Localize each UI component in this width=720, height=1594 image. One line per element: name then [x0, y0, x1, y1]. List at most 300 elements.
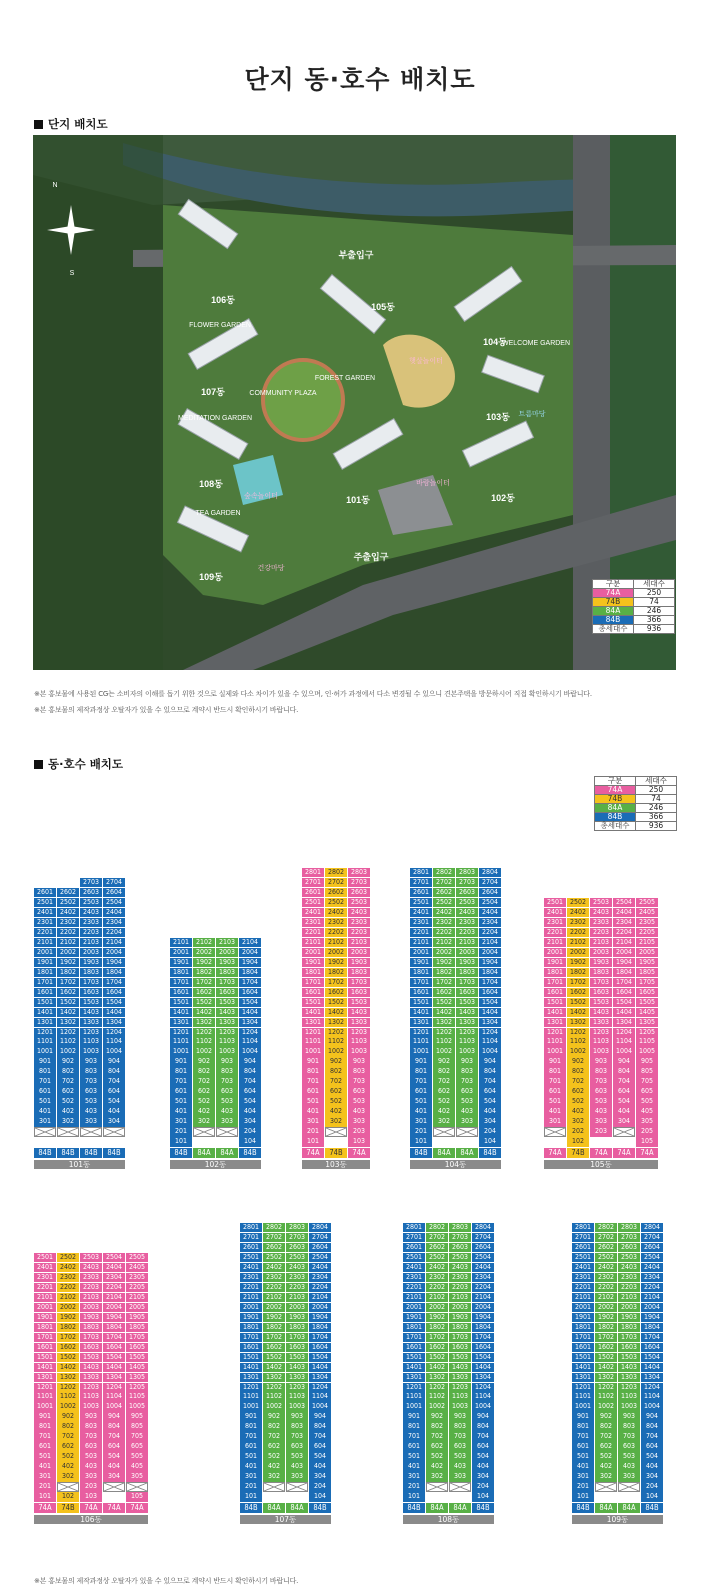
unit-cell: 1604	[309, 1343, 331, 1352]
blank-unit-cell	[618, 1492, 640, 1501]
blank-unit-cell	[57, 878, 79, 887]
unit-cell: 1901	[403, 1313, 425, 1322]
unit-cell: 502	[263, 1452, 285, 1461]
unit-cell: 702	[263, 1432, 285, 1441]
unit-cell: 2204	[103, 928, 125, 937]
unit-type-cell: 74B	[325, 1148, 347, 1158]
unit-cell: 1701	[240, 1333, 262, 1342]
unit-cell: 2601	[410, 888, 432, 897]
unit-cell: 2601	[302, 888, 324, 897]
unit-cell: 2403	[286, 1263, 308, 1272]
unit-cell: 204	[472, 1482, 494, 1491]
unit-type-cell: 84B	[403, 1503, 425, 1513]
unit-cell: 902	[263, 1412, 285, 1421]
unit-cell: 2302	[325, 918, 347, 927]
map-unit-legend	[592, 579, 675, 634]
unit-cell: 805	[636, 1067, 658, 1076]
unit-cell: 501	[410, 1097, 432, 1106]
unit-cell: 2001	[410, 948, 432, 957]
unit-cell: 1704	[479, 978, 501, 987]
unit-cell: 302	[57, 1472, 79, 1481]
unit-cell: 704	[103, 1432, 125, 1441]
unit-cell: 605	[126, 1442, 148, 1451]
unit-cell: 703	[449, 1432, 471, 1441]
unit-cell: 1104	[613, 1037, 635, 1046]
unit-cell: 2505	[126, 1253, 148, 1262]
label-b106: 106동	[211, 295, 235, 305]
unit-cell: 1201	[170, 1028, 192, 1037]
unit-cell: 702	[57, 1077, 79, 1086]
unit-cell: 2101	[544, 938, 566, 947]
unit-cell: 2003	[216, 948, 238, 957]
unit-cell: 304	[239, 1117, 261, 1126]
unit-cell: 2001	[403, 1303, 425, 1312]
unit-cell: 1904	[103, 1313, 125, 1322]
unit-cell: 2104	[613, 938, 635, 947]
unit-cell: 2501	[34, 1253, 56, 1262]
unit-cell: 2004	[472, 1303, 494, 1312]
unit-cell: 2401	[572, 1263, 594, 1272]
unit-cell: 1103	[286, 1392, 308, 1401]
label-tea-garden: TEA GARDEN	[195, 510, 241, 517]
unit-cell: 201	[34, 1482, 56, 1491]
unit-cell: 1601	[240, 1343, 262, 1352]
blank-unit-cell	[80, 1127, 102, 1136]
unit-cell: 1305	[126, 1373, 148, 1382]
blank-unit-cell	[544, 1137, 566, 1146]
unit-cell: 701	[410, 1077, 432, 1086]
unit-cell: 1202	[595, 1383, 617, 1392]
unit-cell: 301	[170, 1117, 192, 1126]
label-forest-garden: FOREST GARDEN	[314, 375, 376, 382]
unit-cell: 2103	[456, 938, 478, 947]
blank-unit-cell	[286, 1482, 308, 1491]
unit-cell: 2405	[636, 908, 658, 917]
unit-cell: 904	[103, 1412, 125, 1421]
unit-cell: 1705	[636, 978, 658, 987]
unit-cell: 1704	[472, 1333, 494, 1342]
unit-cell: 603	[456, 1087, 478, 1096]
unit-cell: 1701	[572, 1333, 594, 1342]
unit-cell: 1503	[216, 998, 238, 1007]
unit-cell: 2304	[103, 1273, 125, 1282]
unit-cell: 1803	[449, 1323, 471, 1332]
unit-cell: 601	[240, 1442, 262, 1451]
unit-cell: 703	[456, 1077, 478, 1086]
label-main-entrance: 주출입구	[353, 552, 389, 562]
unit-cell: 2204	[479, 928, 501, 937]
unit-cell: 2601	[572, 1243, 594, 1252]
unit-cell: 1901	[34, 958, 56, 967]
unit-cell: 703	[348, 1077, 370, 1086]
unit-cell: 2002	[426, 1303, 448, 1312]
unit-cell: 402	[426, 1462, 448, 1471]
unit-cell: 1403	[286, 1363, 308, 1372]
unit-cell: 904	[239, 1057, 261, 1066]
unit-cell: 1205	[126, 1383, 148, 1392]
unit-cell: 2202	[57, 1283, 79, 1292]
unit-cell: 1101	[410, 1037, 432, 1046]
unit-cell: 1304	[641, 1373, 663, 1382]
unit-cell: 1601	[544, 988, 566, 997]
unit-cell: 302	[57, 1117, 79, 1126]
unit-cell: 304	[472, 1472, 494, 1481]
unit-cell: 401	[403, 1462, 425, 1471]
unit-cell: 2602	[325, 888, 347, 897]
unit-cell: 1503	[348, 998, 370, 1007]
legend-type-cell: 84B	[595, 813, 636, 822]
unit-cell: 403	[449, 1462, 471, 1471]
unit-cell: 1001	[410, 1047, 432, 1056]
unit-cell: 803	[80, 1422, 102, 1431]
unit-cell: 1304	[479, 1018, 501, 1027]
unit-cell: 1401	[170, 1008, 192, 1017]
unit-cell: 2004	[613, 948, 635, 957]
unit-cell: 602	[325, 1087, 347, 1096]
compass-s-label: S	[69, 270, 75, 277]
unit-type-cell: 74A	[302, 1148, 324, 1158]
unit-cell: 1402	[433, 1008, 455, 1017]
unit-cell: 2401	[240, 1263, 262, 1272]
label-b103: 103동	[486, 412, 510, 422]
unit-cell: 304	[103, 1472, 125, 1481]
unit-cell: 1602	[595, 1343, 617, 1352]
unit-cell: 604	[641, 1442, 663, 1451]
unit-cell: 602	[567, 1087, 589, 1096]
unit-cell: 805	[126, 1422, 148, 1431]
unit-layout-heading-text: 동·호수 배치도	[48, 757, 124, 771]
unit-cell: 602	[57, 1087, 79, 1096]
unit-cell: 301	[410, 1117, 432, 1126]
unit-cell: 1803	[618, 1323, 640, 1332]
unit-cell: 504	[103, 1452, 125, 1461]
unit-cell: 1901	[410, 958, 432, 967]
footer-note: ※본 홍보물의 제작과정상 오탈자가 있을 수 있으므로 계약시 반드시 확인하시기 바랍니다.	[34, 1577, 299, 1585]
unit-cell: 2403	[618, 1263, 640, 1272]
unit-cell: 501	[34, 1452, 56, 1461]
unit-cell: 1602	[57, 988, 79, 997]
unit-cell: 1703	[590, 978, 612, 987]
unit-cell: 201	[403, 1482, 425, 1491]
unit-cell: 803	[286, 1422, 308, 1431]
unit-cell: 1401	[572, 1363, 594, 1372]
unit-cell: 205	[636, 1127, 658, 1136]
unit-cell: 505	[636, 1097, 658, 1106]
label-meditation-garden: MEDITATION GARDEN	[177, 415, 253, 422]
unit-cell: 2704	[103, 878, 125, 887]
unit-cell: 2702	[263, 1233, 285, 1242]
blank-unit-cell	[595, 1482, 617, 1491]
legend-type-cell: 84A	[593, 607, 634, 616]
unit-cell: 2801	[410, 868, 432, 877]
unit-cell: 304	[309, 1472, 331, 1481]
unit-cell: 1004	[309, 1402, 331, 1411]
building-name: 104동	[410, 1160, 501, 1169]
unit-cell: 1502	[193, 998, 215, 1007]
unit-type-cell: 84A	[456, 1148, 478, 1158]
unit-cell: 1004	[472, 1402, 494, 1411]
unit-cell: 2604	[472, 1243, 494, 1252]
unit-cell: 503	[80, 1097, 102, 1106]
unit-cell: 603	[449, 1442, 471, 1451]
label-wind-playground: 바람놀이터	[416, 480, 450, 487]
unit-cell: 2301	[410, 918, 432, 927]
building-grid	[410, 868, 502, 1169]
unit-cell: 1002	[426, 1402, 448, 1411]
unit-cell: 902	[567, 1057, 589, 1066]
unit-cell: 2004	[103, 948, 125, 957]
unit-type-cell: 84A	[433, 1148, 455, 1158]
unit-cell: 1402	[567, 1008, 589, 1017]
unit-cell: 801	[403, 1422, 425, 1431]
unit-cell: 204	[239, 1127, 261, 1136]
unit-cell: 1404	[472, 1363, 494, 1372]
unit-cell: 2102	[426, 1293, 448, 1302]
unit-cell: 1805	[126, 1323, 148, 1332]
unit-cell: 1303	[80, 1373, 102, 1382]
unit-cell: 1001	[34, 1047, 56, 1056]
building-grid	[572, 1223, 664, 1524]
unit-cell: 2403	[80, 908, 102, 917]
unit-cell: 105	[126, 1492, 148, 1501]
unit-type-cell: 84B	[472, 1503, 494, 1513]
unit-cell: 704	[479, 1077, 501, 1086]
unit-cell: 2602	[57, 888, 79, 897]
unit-cell: 1903	[216, 958, 238, 967]
unit-cell: 1302	[57, 1373, 79, 1382]
unit-cell: 101	[170, 1137, 192, 1146]
label-side-entrance: 부출입구	[338, 250, 374, 260]
unit-cell: 1003	[80, 1047, 102, 1056]
unit-cell: 601	[410, 1087, 432, 1096]
building-name: 103동	[302, 1160, 370, 1169]
unit-cell: 602	[595, 1442, 617, 1451]
legend-count-cell: 74	[634, 598, 675, 607]
unit-cell: 2201	[410, 928, 432, 937]
label-flower-garden: FLOWER GARDEN	[189, 322, 251, 329]
unit-cell: 701	[34, 1432, 56, 1441]
unit-cell: 201	[410, 1127, 432, 1136]
unit-cell: 2601	[403, 1243, 425, 1252]
label-sunlight-playground: 햇살놀이터	[409, 358, 443, 365]
unit-cell: 1403	[456, 1008, 478, 1017]
unit-cell: 503	[449, 1452, 471, 1461]
blank-unit-cell	[595, 1492, 617, 1501]
unit-cell: 302	[433, 1117, 455, 1126]
unit-cell: 901	[572, 1412, 594, 1421]
unit-cell: 1504	[309, 1353, 331, 1362]
blank-unit-cell	[286, 1492, 308, 1501]
building-name: 101동	[34, 1160, 125, 1169]
unit-cell: 1604	[479, 988, 501, 997]
unit-cell: 1502	[567, 998, 589, 1007]
unit-cell: 504	[613, 1097, 635, 1106]
unit-cell: 403	[590, 1107, 612, 1116]
unit-cell: 2204	[613, 928, 635, 937]
label-community-plaza: COMMUNITY PLAZA	[249, 390, 317, 397]
unit-cell: 102	[57, 1492, 79, 1501]
unit-cell: 1901	[170, 958, 192, 967]
unit-cell: 1805	[636, 968, 658, 977]
unit-cell: 303	[618, 1472, 640, 1481]
unit-cell: 404	[309, 1462, 331, 1471]
unit-cell: 2003	[456, 948, 478, 957]
unit-cell: 1102	[426, 1392, 448, 1401]
unit-cell: 2103	[216, 938, 238, 947]
label-b108: 108동	[199, 479, 223, 489]
unit-cell: 1301	[34, 1373, 56, 1382]
unit-cell: 2501	[34, 898, 56, 907]
unit-cell: 1505	[126, 1353, 148, 1362]
unit-cell: 1903	[456, 958, 478, 967]
unit-cell: 2504	[103, 1253, 125, 1262]
unit-cell: 2302	[426, 1273, 448, 1282]
unit-cell: 2004	[479, 948, 501, 957]
unit-type-cell: 84B	[103, 1148, 125, 1158]
blank-unit-cell	[544, 1127, 566, 1136]
blank-unit-cell	[613, 1137, 635, 1146]
unit-cell: 2702	[433, 878, 455, 887]
blank-unit-cell	[57, 1482, 79, 1491]
page-title: 단지 동·호수 배치도	[244, 65, 476, 94]
unit-cell: 304	[641, 1472, 663, 1481]
label-b105: 105동	[371, 302, 395, 312]
unit-cell: 1803	[80, 968, 102, 977]
unit-cell: 1204	[103, 1383, 125, 1392]
unit-cell: 1801	[34, 1323, 56, 1332]
unit-cell: 1502	[595, 1353, 617, 1362]
unit-cell: 2603	[456, 888, 478, 897]
unit-cell: 1902	[263, 1313, 285, 1322]
building-name: 102동	[170, 1160, 261, 1169]
unit-cell: 702	[433, 1077, 455, 1086]
unit-cell: 1204	[641, 1383, 663, 1392]
unit-cell: 1201	[240, 1383, 262, 1392]
unit-cell: 1401	[410, 1008, 432, 1017]
unit-cell: 802	[567, 1067, 589, 1076]
unit-cell: 1202	[193, 1028, 215, 1037]
unit-cell: 704	[641, 1432, 663, 1441]
unit-cell: 803	[449, 1422, 471, 1431]
unit-cell: 901	[544, 1057, 566, 1066]
unit-cell: 1503	[590, 998, 612, 1007]
unit-cell: 2802	[433, 868, 455, 877]
unit-cell: 1703	[80, 978, 102, 987]
unit-cell: 1001	[572, 1402, 594, 1411]
unit-cell: 1302	[433, 1018, 455, 1027]
unit-cell: 2004	[309, 1303, 331, 1312]
unit-cell: 2303	[80, 1273, 102, 1282]
unit-cell: 1601	[170, 988, 192, 997]
unit-cell: 503	[590, 1097, 612, 1106]
unit-cell: 1604	[103, 988, 125, 997]
unit-cell: 2502	[263, 1253, 285, 1262]
unit-cell: 1203	[80, 1028, 102, 1037]
unit-cell: 2202	[263, 1283, 285, 1292]
unit-cell: 1603	[456, 988, 478, 997]
unit-cell: 1101	[403, 1392, 425, 1401]
unit-cell: 1403	[348, 1008, 370, 1017]
unit-cell: 601	[34, 1442, 56, 1451]
unit-cell: 1101	[544, 1037, 566, 1046]
unit-cell: 2305	[636, 918, 658, 927]
unit-cell: 603	[348, 1087, 370, 1096]
unit-cell: 802	[426, 1422, 448, 1431]
unit-cell: 2001	[572, 1303, 594, 1312]
unit-cell: 1402	[325, 1008, 347, 1017]
unit-cell: 1303	[216, 1018, 238, 1027]
unit-cell: 101	[403, 1492, 425, 1501]
unit-cell: 2104	[239, 938, 261, 947]
unit-cell: 1801	[544, 968, 566, 977]
unit-cell: 402	[433, 1107, 455, 1116]
label-welcome-garden: WELCOME GARDEN	[501, 340, 571, 347]
unit-cell: 303	[80, 1117, 102, 1126]
unit-cell: 1601	[302, 988, 324, 997]
site-plan-map	[33, 135, 676, 670]
unit-cell: 904	[472, 1412, 494, 1421]
unit-cell: 2702	[426, 1233, 448, 1242]
unit-cell: 1002	[193, 1047, 215, 1056]
unit-cell: 402	[193, 1107, 215, 1116]
unit-cell: 2502	[57, 1253, 79, 1262]
unit-cell: 2704	[641, 1233, 663, 1242]
unit-cell: 1801	[302, 968, 324, 977]
unit-cell: 2304	[613, 918, 635, 927]
unit-cell: 2202	[433, 928, 455, 937]
unit-cell: 2603	[286, 1243, 308, 1252]
unit-cell: 803	[590, 1067, 612, 1076]
unit-cell: 2202	[595, 1283, 617, 1292]
building-name: 105동	[544, 1160, 658, 1169]
unit-cell: 303	[80, 1472, 102, 1481]
unit-cell: 1101	[34, 1037, 56, 1046]
unit-cell: 1403	[618, 1363, 640, 1372]
unit-cell: 1303	[590, 1018, 612, 1027]
unit-cell: 2002	[433, 948, 455, 957]
unit-cell: 1301	[410, 1018, 432, 1027]
unit-cell: 2203	[456, 928, 478, 937]
unit-cell: 2701	[302, 878, 324, 887]
unit-cell: 1301	[572, 1373, 594, 1382]
unit-cell: 201	[302, 1127, 324, 1136]
unit-cell: 2604	[103, 888, 125, 897]
unit-cell: 801	[240, 1422, 262, 1431]
unit-cell: 1103	[80, 1392, 102, 1401]
unit-cell: 604	[103, 1442, 125, 1451]
unit-cell: 603	[216, 1087, 238, 1096]
unit-cell: 1801	[403, 1323, 425, 1332]
unit-cell: 1101	[302, 1037, 324, 1046]
legend-type-cell: 84B	[593, 616, 634, 625]
unit-cell: 1704	[103, 1333, 125, 1342]
unit-cell: 2002	[57, 1303, 79, 1312]
unit-cell: 1103	[216, 1037, 238, 1046]
unit-cell: 1403	[80, 1363, 102, 1372]
blank-unit-cell	[57, 1127, 79, 1136]
unit-cell: 301	[403, 1472, 425, 1481]
unit-cell: 1702	[325, 978, 347, 987]
unit-cell: 2002	[567, 948, 589, 957]
unit-cell: 101	[240, 1492, 262, 1501]
unit-cell: 1404	[613, 1008, 635, 1017]
unit-cell: 305	[126, 1472, 148, 1481]
unit-cell: 2602	[426, 1243, 448, 1252]
unit-cell: 2003	[590, 948, 612, 957]
unit-cell: 1804	[472, 1323, 494, 1332]
unit-cell: 801	[170, 1067, 192, 1076]
compass-n-label: N	[52, 182, 58, 189]
